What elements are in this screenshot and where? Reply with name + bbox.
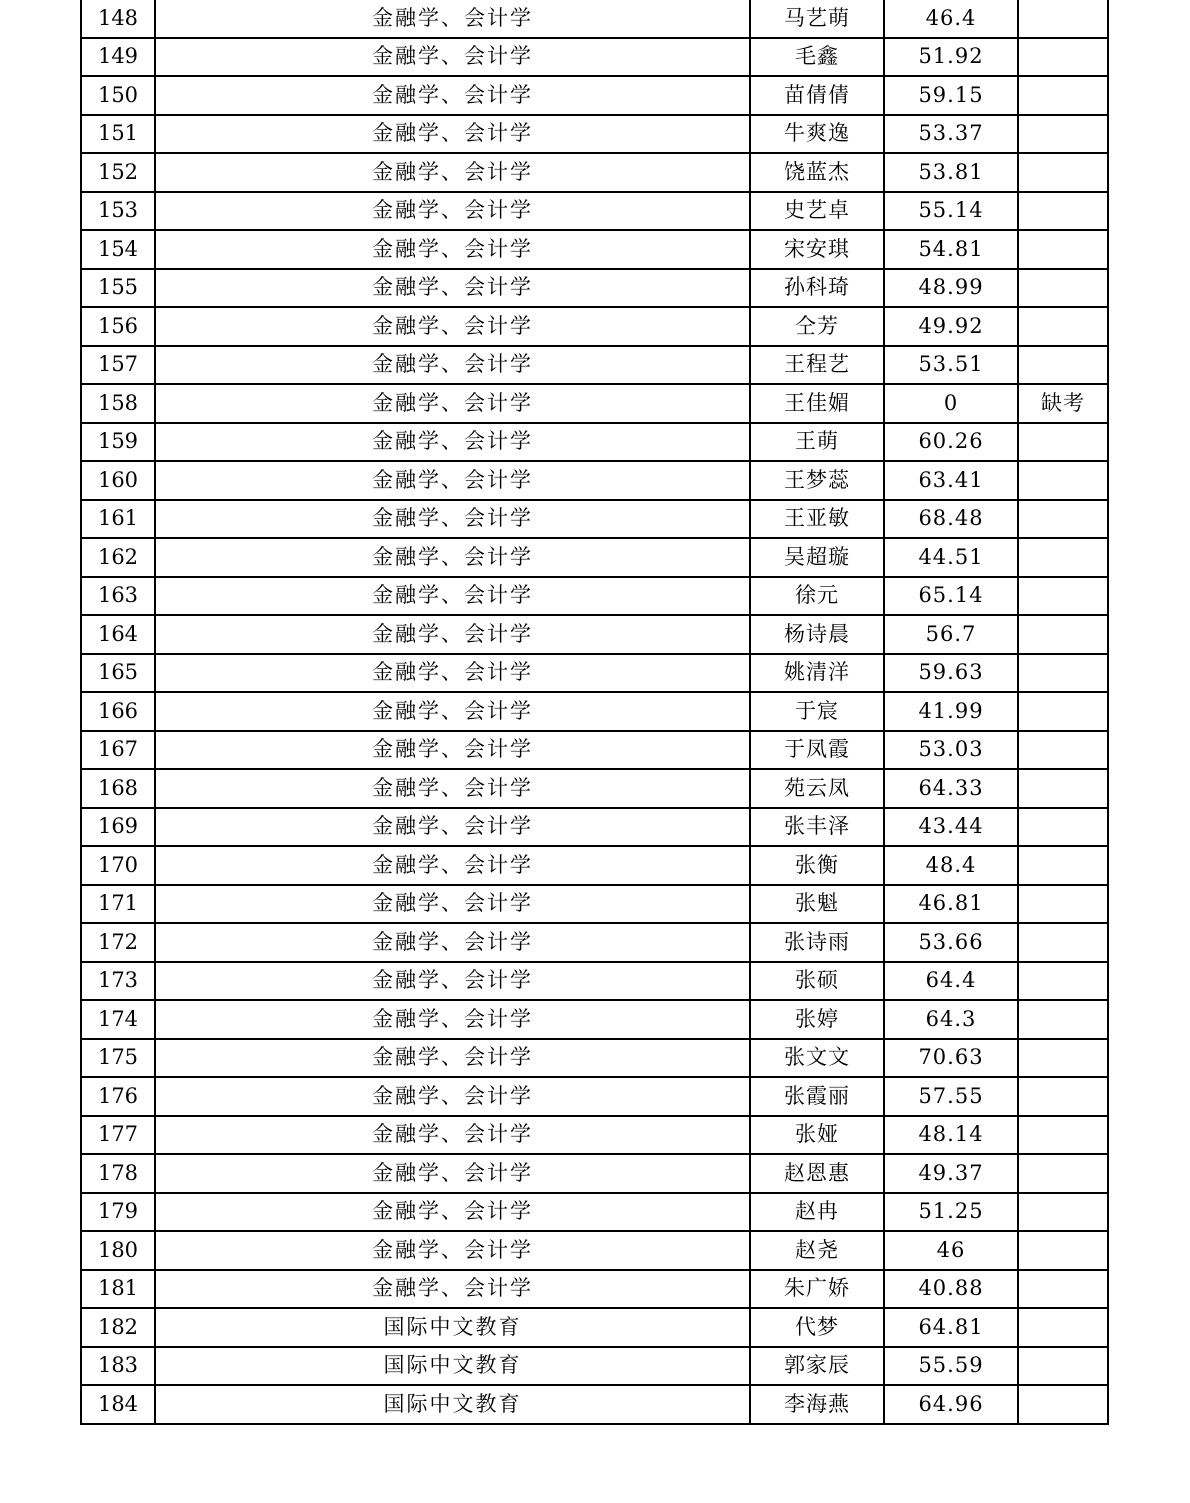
name-cell: 张娅 bbox=[750, 1116, 884, 1155]
major-cell: 金融学、会计学 bbox=[155, 192, 750, 231]
note-cell bbox=[1018, 1077, 1108, 1116]
score-cell: 59.15 bbox=[884, 76, 1018, 115]
name-cell: 于凤霞 bbox=[750, 731, 884, 770]
table-row bbox=[81, 230, 1108, 269]
table-row bbox=[81, 0, 1108, 38]
major-cell: 金融学、会计学 bbox=[155, 1000, 750, 1039]
note-cell bbox=[1018, 1308, 1108, 1347]
score-cell: 51.25 bbox=[884, 1193, 1018, 1232]
score-cell: 55.59 bbox=[884, 1347, 1018, 1386]
major-cell: 金融学、会计学 bbox=[155, 461, 750, 500]
score-cell: 43.44 bbox=[884, 808, 1018, 847]
name-cell: 赵冉 bbox=[750, 1193, 884, 1232]
major-cell: 金融学、会计学 bbox=[155, 654, 750, 693]
row-number-cell: 184 bbox=[81, 1385, 155, 1424]
major-cell: 金融学、会计学 bbox=[155, 153, 750, 192]
score-cell: 48.14 bbox=[884, 1116, 1018, 1155]
score-cell: 48.4 bbox=[884, 846, 1018, 885]
note-cell bbox=[1018, 577, 1108, 616]
score-table bbox=[80, 0, 1109, 1425]
name-cell: 杨诗晨 bbox=[750, 615, 884, 654]
table-row bbox=[81, 577, 1108, 616]
table-row bbox=[81, 769, 1108, 808]
row-number-cell: 152 bbox=[81, 153, 155, 192]
row-number-cell: 171 bbox=[81, 885, 155, 924]
row-number-cell: 181 bbox=[81, 1270, 155, 1309]
note-cell bbox=[1018, 76, 1108, 115]
score-cell: 53.37 bbox=[884, 115, 1018, 154]
table-row bbox=[81, 538, 1108, 577]
score-table-body bbox=[81, 0, 1108, 1424]
note-cell bbox=[1018, 654, 1108, 693]
name-cell: 李海燕 bbox=[750, 1385, 884, 1424]
note-cell bbox=[1018, 230, 1108, 269]
score-cell: 40.88 bbox=[884, 1270, 1018, 1309]
note-cell bbox=[1018, 461, 1108, 500]
row-number-cell: 168 bbox=[81, 769, 155, 808]
name-cell: 徐元 bbox=[750, 577, 884, 616]
note-cell bbox=[1018, 1039, 1108, 1078]
major-cell: 金融学、会计学 bbox=[155, 423, 750, 462]
major-cell: 金融学、会计学 bbox=[155, 1193, 750, 1232]
major-cell: 金融学、会计学 bbox=[155, 962, 750, 1001]
row-number-cell: 159 bbox=[81, 423, 155, 462]
score-cell: 53.51 bbox=[884, 346, 1018, 385]
name-cell: 张文文 bbox=[750, 1039, 884, 1078]
row-number-cell: 179 bbox=[81, 1193, 155, 1232]
note-cell bbox=[1018, 769, 1108, 808]
note-cell bbox=[1018, 1231, 1108, 1270]
row-number-cell: 166 bbox=[81, 692, 155, 731]
score-cell: 56.7 bbox=[884, 615, 1018, 654]
table-row bbox=[81, 1231, 1108, 1270]
table-row bbox=[81, 384, 1108, 423]
name-cell: 张硕 bbox=[750, 962, 884, 1001]
name-cell: 毛鑫 bbox=[750, 38, 884, 77]
table-row bbox=[81, 153, 1108, 192]
name-cell: 王梦蕊 bbox=[750, 461, 884, 500]
score-cell: 65.14 bbox=[884, 577, 1018, 616]
major-cell: 国际中文教育 bbox=[155, 1308, 750, 1347]
major-cell: 金融学、会计学 bbox=[155, 1116, 750, 1155]
name-cell: 赵恩惠 bbox=[750, 1154, 884, 1193]
row-number-cell: 165 bbox=[81, 654, 155, 693]
name-cell: 王佳媚 bbox=[750, 384, 884, 423]
row-number-cell: 169 bbox=[81, 808, 155, 847]
major-cell: 金融学、会计学 bbox=[155, 1270, 750, 1309]
name-cell: 宋安琪 bbox=[750, 230, 884, 269]
table-row bbox=[81, 461, 1108, 500]
row-number-cell: 162 bbox=[81, 538, 155, 577]
row-number-cell: 163 bbox=[81, 577, 155, 616]
note-cell bbox=[1018, 808, 1108, 847]
name-cell: 张魁 bbox=[750, 885, 884, 924]
name-cell: 张霞丽 bbox=[750, 1077, 884, 1116]
row-number-cell: 160 bbox=[81, 461, 155, 500]
score-cell: 53.03 bbox=[884, 731, 1018, 770]
major-cell: 金融学、会计学 bbox=[155, 1077, 750, 1116]
major-cell: 金融学、会计学 bbox=[155, 808, 750, 847]
note-cell bbox=[1018, 846, 1108, 885]
score-cell: 57.55 bbox=[884, 1077, 1018, 1116]
note-cell bbox=[1018, 307, 1108, 346]
table-row bbox=[81, 115, 1108, 154]
table-row bbox=[81, 1154, 1108, 1193]
row-number-cell: 175 bbox=[81, 1039, 155, 1078]
major-cell: 金融学、会计学 bbox=[155, 846, 750, 885]
major-cell: 金融学、会计学 bbox=[155, 615, 750, 654]
row-number-cell: 170 bbox=[81, 846, 155, 885]
row-number-cell: 178 bbox=[81, 1154, 155, 1193]
row-number-cell: 176 bbox=[81, 1077, 155, 1116]
table-row bbox=[81, 76, 1108, 115]
major-cell: 金融学、会计学 bbox=[155, 269, 750, 308]
score-cell: 44.51 bbox=[884, 538, 1018, 577]
major-cell: 金融学、会计学 bbox=[155, 230, 750, 269]
name-cell: 代梦 bbox=[750, 1308, 884, 1347]
name-cell: 赵尧 bbox=[750, 1231, 884, 1270]
table-row bbox=[81, 1308, 1108, 1347]
name-cell: 郭家辰 bbox=[750, 1347, 884, 1386]
table-row bbox=[81, 962, 1108, 1001]
score-cell: 64.96 bbox=[884, 1385, 1018, 1424]
note-cell bbox=[1018, 962, 1108, 1001]
note-cell: 缺考 bbox=[1018, 384, 1108, 423]
major-cell: 金融学、会计学 bbox=[155, 1039, 750, 1078]
major-cell: 金融学、会计学 bbox=[155, 38, 750, 77]
table-row bbox=[81, 692, 1108, 731]
name-cell: 张诗雨 bbox=[750, 923, 884, 962]
table-row bbox=[81, 885, 1108, 924]
score-cell: 60.26 bbox=[884, 423, 1018, 462]
score-cell: 68.48 bbox=[884, 500, 1018, 539]
major-cell: 金融学、会计学 bbox=[155, 346, 750, 385]
note-cell bbox=[1018, 1193, 1108, 1232]
table-row bbox=[81, 346, 1108, 385]
row-number-cell: 157 bbox=[81, 346, 155, 385]
row-number-cell: 173 bbox=[81, 962, 155, 1001]
row-number-cell: 153 bbox=[81, 192, 155, 231]
score-cell: 59.63 bbox=[884, 654, 1018, 693]
note-cell bbox=[1018, 1116, 1108, 1155]
note-cell bbox=[1018, 538, 1108, 577]
score-cell: 70.63 bbox=[884, 1039, 1018, 1078]
row-number-cell: 158 bbox=[81, 384, 155, 423]
table-row bbox=[81, 1193, 1108, 1232]
major-cell: 金融学、会计学 bbox=[155, 115, 750, 154]
score-cell: 49.37 bbox=[884, 1154, 1018, 1193]
note-cell bbox=[1018, 192, 1108, 231]
score-cell: 46 bbox=[884, 1231, 1018, 1270]
note-cell bbox=[1018, 731, 1108, 770]
major-cell: 金融学、会计学 bbox=[155, 923, 750, 962]
row-number-cell: 154 bbox=[81, 230, 155, 269]
note-cell bbox=[1018, 0, 1108, 38]
score-cell: 64.4 bbox=[884, 962, 1018, 1001]
note-cell bbox=[1018, 885, 1108, 924]
score-cell: 63.41 bbox=[884, 461, 1018, 500]
score-cell: 54.81 bbox=[884, 230, 1018, 269]
row-number-cell: 174 bbox=[81, 1000, 155, 1039]
name-cell: 饶蓝杰 bbox=[750, 153, 884, 192]
score-cell: 53.66 bbox=[884, 923, 1018, 962]
table-row bbox=[81, 423, 1108, 462]
name-cell: 张衡 bbox=[750, 846, 884, 885]
note-cell bbox=[1018, 1347, 1108, 1386]
note-cell bbox=[1018, 923, 1108, 962]
note-cell bbox=[1018, 38, 1108, 77]
note-cell bbox=[1018, 269, 1108, 308]
row-number-cell: 156 bbox=[81, 307, 155, 346]
score-cell: 53.81 bbox=[884, 153, 1018, 192]
major-cell: 金融学、会计学 bbox=[155, 538, 750, 577]
note-cell bbox=[1018, 153, 1108, 192]
name-cell: 牛爽逸 bbox=[750, 115, 884, 154]
name-cell: 苑云凤 bbox=[750, 769, 884, 808]
major-cell: 国际中文教育 bbox=[155, 1385, 750, 1424]
name-cell: 吴超璇 bbox=[750, 538, 884, 577]
note-cell bbox=[1018, 115, 1108, 154]
name-cell: 王程艺 bbox=[750, 346, 884, 385]
table-row bbox=[81, 1385, 1108, 1424]
row-number-cell: 167 bbox=[81, 731, 155, 770]
score-cell: 0 bbox=[884, 384, 1018, 423]
table-row bbox=[81, 1270, 1108, 1309]
table-row bbox=[81, 654, 1108, 693]
major-cell: 金融学、会计学 bbox=[155, 384, 750, 423]
table-row bbox=[81, 615, 1108, 654]
score-cell: 41.99 bbox=[884, 692, 1018, 731]
major-cell: 金融学、会计学 bbox=[155, 0, 750, 38]
table-row bbox=[81, 500, 1108, 539]
note-cell bbox=[1018, 1270, 1108, 1309]
table-row bbox=[81, 1039, 1108, 1078]
table-row bbox=[81, 808, 1108, 847]
table-row bbox=[81, 846, 1108, 885]
note-cell bbox=[1018, 1154, 1108, 1193]
note-cell bbox=[1018, 500, 1108, 539]
row-number-cell: 183 bbox=[81, 1347, 155, 1386]
major-cell: 国际中文教育 bbox=[155, 1347, 750, 1386]
score-cell: 46.4 bbox=[884, 0, 1018, 38]
major-cell: 金融学、会计学 bbox=[155, 577, 750, 616]
table-row bbox=[81, 1116, 1108, 1155]
name-cell: 仝芳 bbox=[750, 307, 884, 346]
note-cell bbox=[1018, 692, 1108, 731]
row-number-cell: 172 bbox=[81, 923, 155, 962]
name-cell: 王亚敏 bbox=[750, 500, 884, 539]
score-cell: 49.92 bbox=[884, 307, 1018, 346]
score-cell: 64.3 bbox=[884, 1000, 1018, 1039]
row-number-cell: 164 bbox=[81, 615, 155, 654]
name-cell: 于宸 bbox=[750, 692, 884, 731]
table-row bbox=[81, 307, 1108, 346]
table-row bbox=[81, 1347, 1108, 1386]
note-cell bbox=[1018, 1385, 1108, 1424]
name-cell: 王萌 bbox=[750, 423, 884, 462]
major-cell: 金融学、会计学 bbox=[155, 1154, 750, 1193]
row-number-cell: 148 bbox=[81, 0, 155, 38]
table-row bbox=[81, 192, 1108, 231]
table-row bbox=[81, 269, 1108, 308]
major-cell: 金融学、会计学 bbox=[155, 692, 750, 731]
name-cell: 马艺萌 bbox=[750, 0, 884, 38]
score-cell: 64.81 bbox=[884, 1308, 1018, 1347]
major-cell: 金融学、会计学 bbox=[155, 76, 750, 115]
row-number-cell: 151 bbox=[81, 115, 155, 154]
row-number-cell: 182 bbox=[81, 1308, 155, 1347]
major-cell: 金融学、会计学 bbox=[155, 1231, 750, 1270]
score-cell: 55.14 bbox=[884, 192, 1018, 231]
table-row bbox=[81, 1077, 1108, 1116]
table-row bbox=[81, 731, 1108, 770]
row-number-cell: 180 bbox=[81, 1231, 155, 1270]
name-cell: 史艺卓 bbox=[750, 192, 884, 231]
table-row bbox=[81, 923, 1108, 962]
name-cell: 朱广娇 bbox=[750, 1270, 884, 1309]
name-cell: 张婷 bbox=[750, 1000, 884, 1039]
note-cell bbox=[1018, 423, 1108, 462]
name-cell: 姚清洋 bbox=[750, 654, 884, 693]
note-cell bbox=[1018, 615, 1108, 654]
row-number-cell: 149 bbox=[81, 38, 155, 77]
major-cell: 金融学、会计学 bbox=[155, 885, 750, 924]
name-cell: 孙科琦 bbox=[750, 269, 884, 308]
major-cell: 金融学、会计学 bbox=[155, 769, 750, 808]
table-row bbox=[81, 38, 1108, 77]
major-cell: 金融学、会计学 bbox=[155, 307, 750, 346]
row-number-cell: 155 bbox=[81, 269, 155, 308]
table-row bbox=[81, 1000, 1108, 1039]
major-cell: 金融学、会计学 bbox=[155, 500, 750, 539]
note-cell bbox=[1018, 1000, 1108, 1039]
row-number-cell: 150 bbox=[81, 76, 155, 115]
row-number-cell: 177 bbox=[81, 1116, 155, 1155]
major-cell: 金融学、会计学 bbox=[155, 731, 750, 770]
note-cell bbox=[1018, 346, 1108, 385]
name-cell: 张丰泽 bbox=[750, 808, 884, 847]
score-cell: 48.99 bbox=[884, 269, 1018, 308]
name-cell: 苗倩倩 bbox=[750, 76, 884, 115]
score-cell: 46.81 bbox=[884, 885, 1018, 924]
score-cell: 64.33 bbox=[884, 769, 1018, 808]
row-number-cell: 161 bbox=[81, 500, 155, 539]
score-cell: 51.92 bbox=[884, 38, 1018, 77]
